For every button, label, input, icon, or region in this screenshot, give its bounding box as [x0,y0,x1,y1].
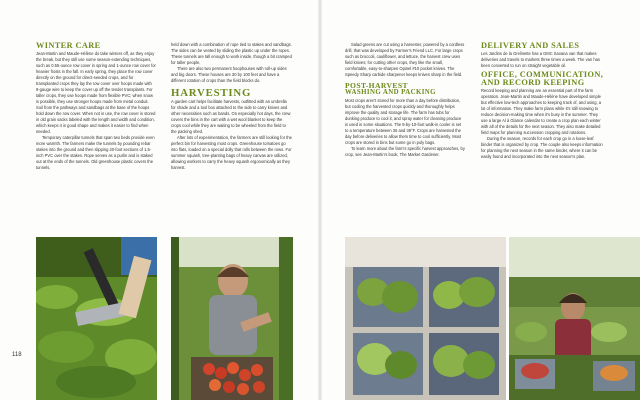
paragraph-harvest-2: After lots of experimentation, the farmers are still looking for the perfect bin for harvesting most crops. Greenhouse tomatoes go into flats, loaded on a special dolly that rolls between the rows. For summer squash, tree-planting bags of heavy canvas are utilized, allowing workers to carry the heavy squash ergonomically as they harvest. [171,135,292,171]
heading-record-keeping: AND RECORD KEEPING [481,78,585,88]
paragraph-salad-greens: Salad greens are cut using a harvester, powered by a cordless drill, that was developed by Farmer's Friend LLC. For large crops such as broccoli, cauliflower, and lettuce, the harvest crew uses field knives; for cutting other crops, they like the small, comfortable, easy-to-sharpen Opinel #10 pocket knives. The Speedy Sharp carbide sharpener keeps knives sharp in the field. [345,42,465,78]
paragraph-post-harvest-1: Most crops aren't stored for more than a day before distribution, but cooling the harvested crops quickly and thoroughly helps improve the quality and storage life. The farm has tubs for dunking produce to cool it, and spray water for cleaning produce is used in some situations. The 8-by-10-foot walk-in cooler is set to a temperature between 36 and 39°F. Crops are harvested the day before deliveries to allow them time to cool sufficiently. Most crops are stored in bins but some go in poly bags. [345,97,462,146]
photo-tomato-picking [171,237,293,400]
paragraph-winter-2: Temporary caterpillar tunnels that span two beds provide even more warmth. The farmers make the tunnels by pounding rebar stakes into the ground and then slipping 20-foot sections of 1.5-inch PVC over the stakes. Rope serves as a purlin and is staked out at the ends of the tunnels. Old greenhouse plastic covers the tunnels, [36,135,155,171]
photo-harvester-spinach [36,237,157,400]
paragraph-records-1: Record keeping and planning are an essential part of the farm operation. Jean-Martin and Maude-Hélène have developed simple but effective low-tech approaches to keeping track of, and using, a lot of information. They make farm plans while it's still snowing to reduce decision-making time when it's busy in the summer. They use a large Al à Glance calendar to create a crop plan each winter with all of the details for the next season. They also make detailed field maps for planning succession cropping and rotations. [481,87,602,135]
photo-greenhouse-worker [509,237,640,400]
photo-harvest-bins [345,237,506,400]
heading-post-harvest: POST-HARVEST [345,81,408,91]
paragraph-post-harvest-2: To learn more about the farm's specific harvest approaches, by crop, see Jean-Martin's book, The Market Gardener. [345,146,465,158]
paragraph-delivery: Les Jardins de la Grelinette has a GMC Savana van that makes deliveries and travels to markets three times a week. The van has been converted to run on straight vegetable oil. [481,50,600,68]
page-number: 118 [12,352,22,358]
heading-harvesting: HARVESTING [171,87,252,100]
heading-washing-packing: WASHING AND PACKING [345,89,436,97]
paragraph-winter-1: Jean-Martin and Maude-Hélène do take winters off, as they enjoy the break, but they still use some season-extending techniques, such as 0.55-ounce row cover in spring and 1-ounce row cover for heavier frosts in the fall. In early spring, they place the row cover directly on the ground for direct-seeded crops, and for transplanted crops they lay the row cover over hoops made with 9-gauge wire to keep the cover up off the tender transplants. For taller crops, they use hoops made from flexible PVC; when snow is possible, they use stronger hoops made from metal conduit. Soil from the pathways and sandbags at the base of the hoops hold down the row cover. When not in use, the row cover is stored in old grain sacks labeled with the length and width and condition, which keeps it in good shape and makes it easier to find when needed. [36,50,156,135]
paragraph-hoophouses: There are also two permanent hoophouses with roll-up sides and big doors. These houses are 30 by 100 feet and have a different rotation of crops than the field blocks do. [171,66,287,84]
heading-winter-care: WINTER CARE [36,42,101,50]
paragraph-harvest-1: A garden cart helps facilitate harvests, outfitted with an umbrella for shade and a tool box attached to the side to carry knives and other necessities such as bands. On especially hot days, the crew covers the bins in the cart with a wet wool blanket to keep the crops cool while they are waiting to be wheeled from the field to the packing shed. [171,98,291,135]
heading-delivery-sales: DELIVERY AND SALES [481,42,580,50]
paragraph-records-2: During the season, records for each crop go in a loose-leaf binder that is organized by crop. The couple also keeps information for planning the next season in the same binder, where it can be easily found and incorporated into the next season's plan. [481,136,603,160]
page-gutter [318,0,322,400]
heading-office-communication: OFFICE, COMMUNICATION, [481,69,604,79]
paragraph-tunnels-cont: held down with a combination of rope tied to stakes and sandbags. The sides can be vented by sliding the plastic up under the ropes. These tunnels are tall enough to work inside, though a bit cramped for taller people. [171,42,292,66]
